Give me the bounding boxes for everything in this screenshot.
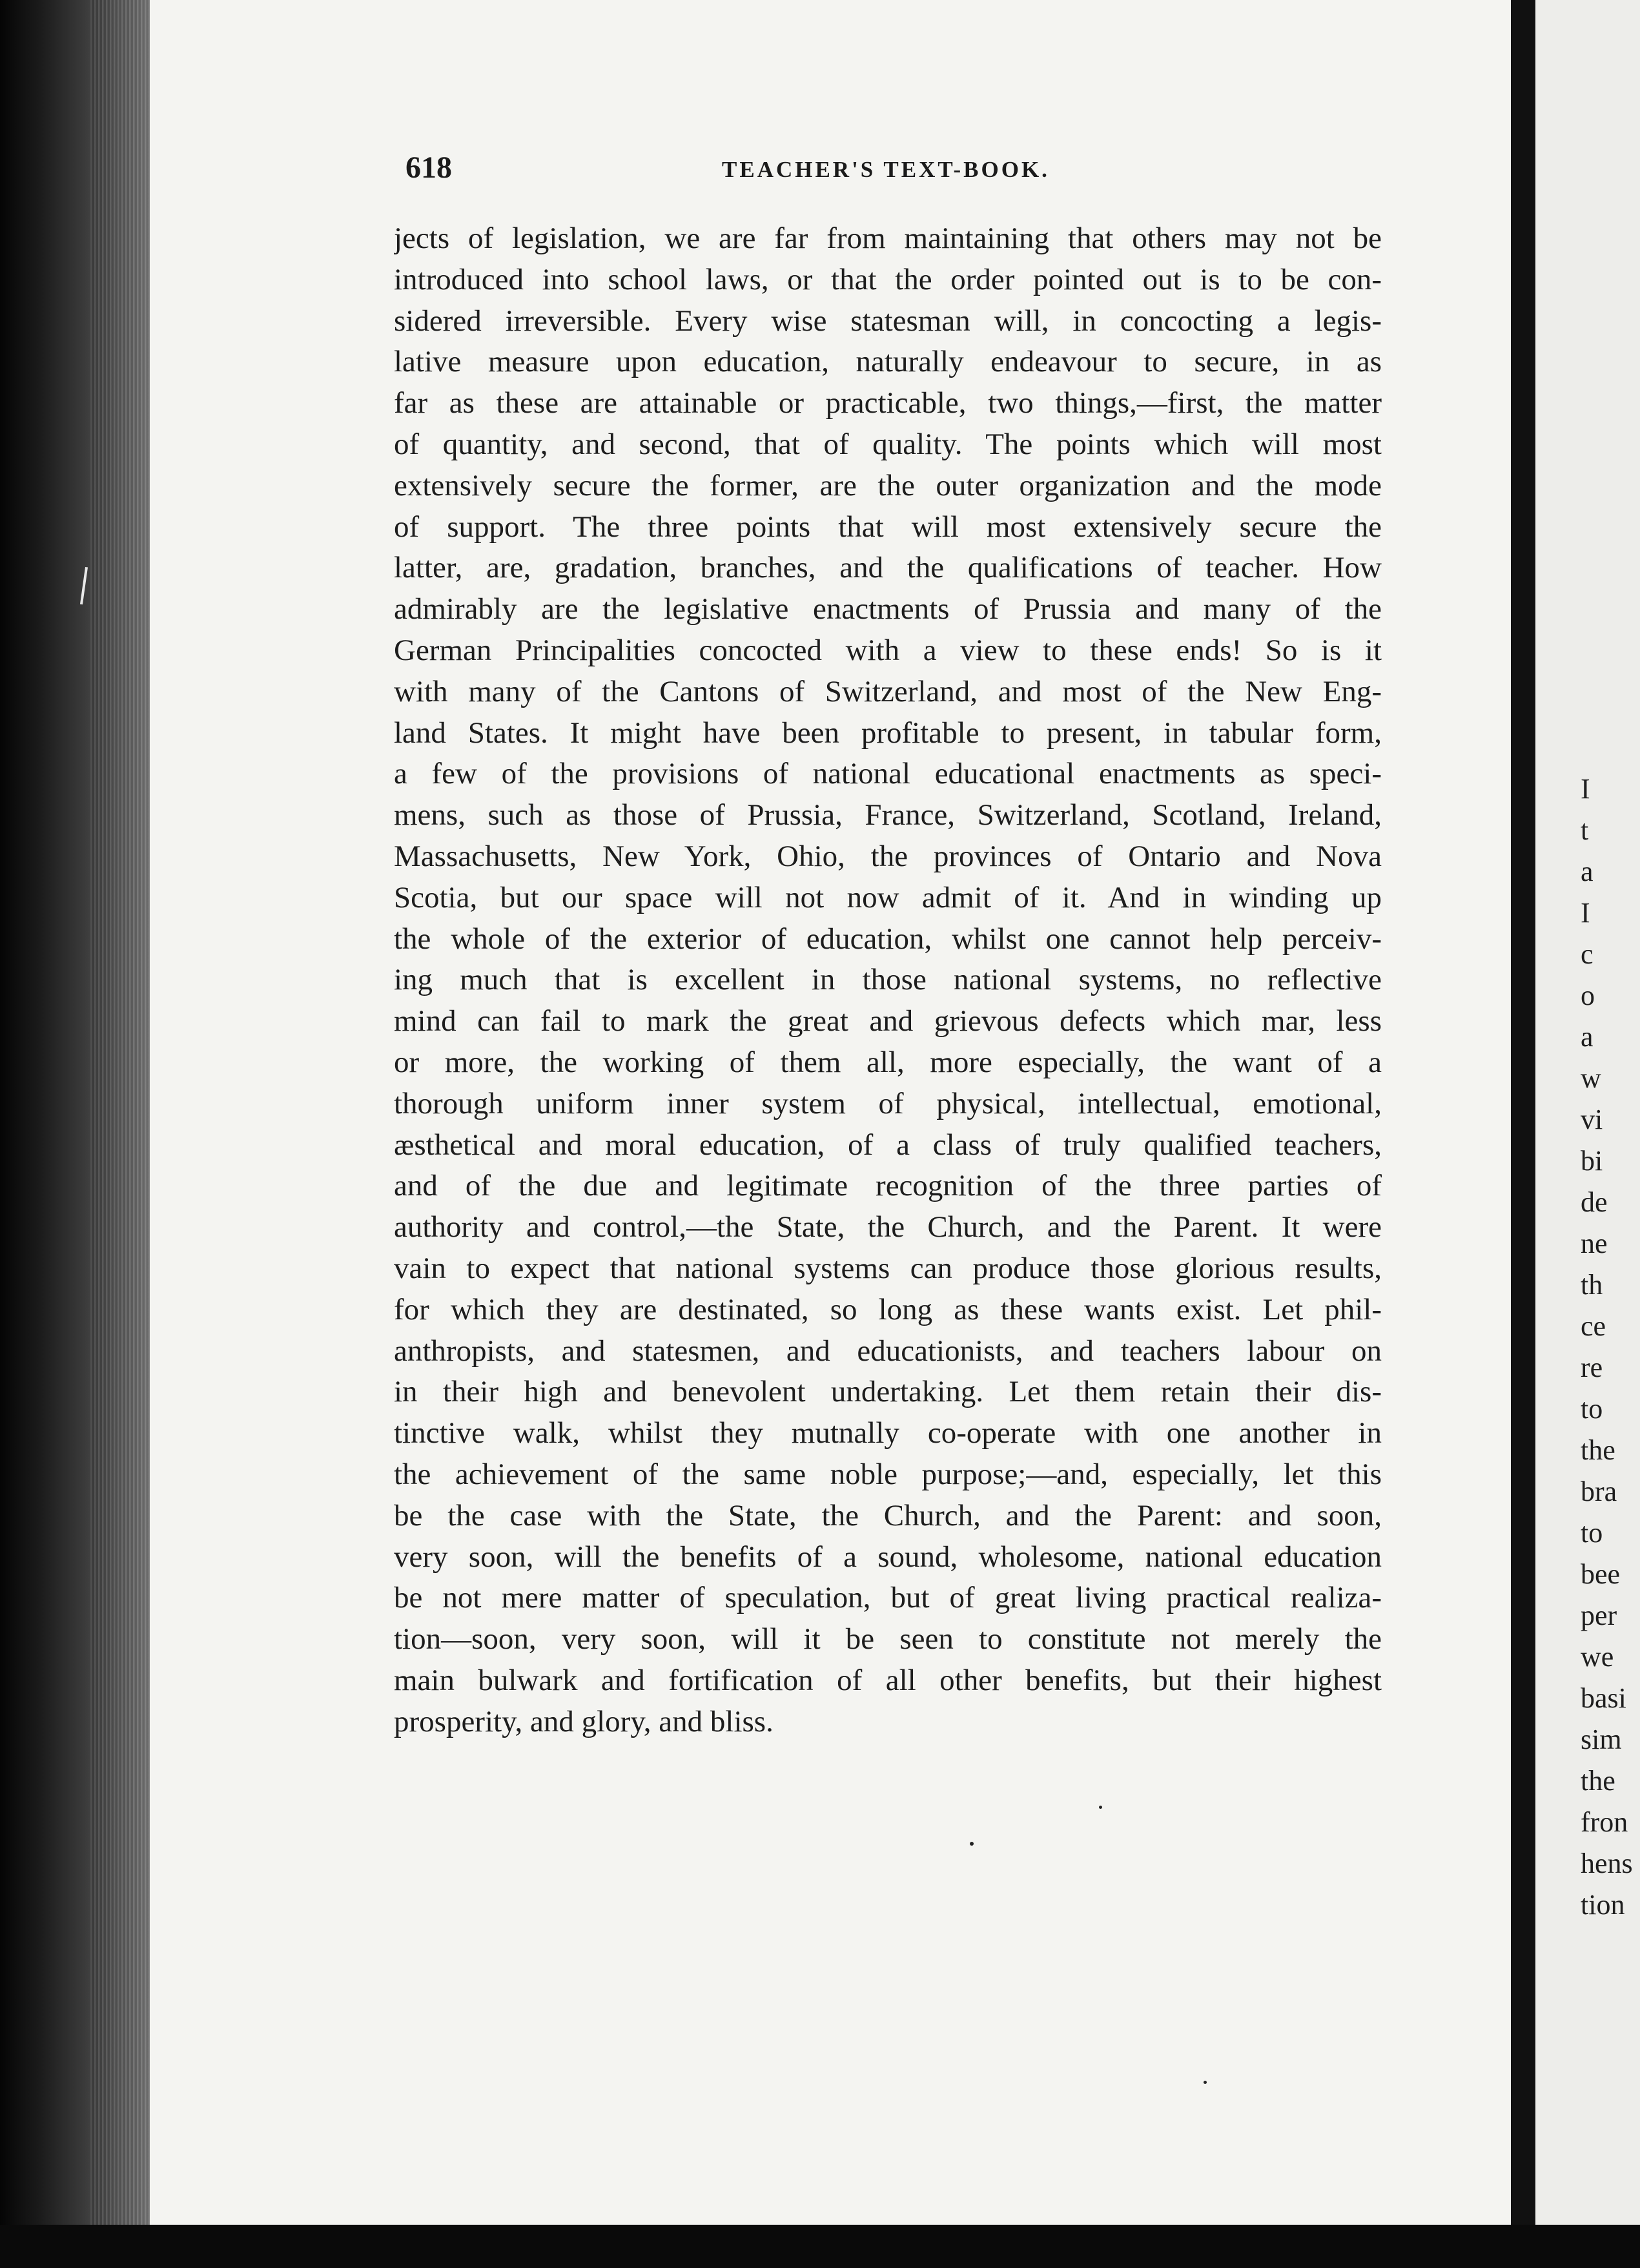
facing-page-fragment: bra xyxy=(1581,1476,1617,1507)
text-line: Scotia, but our space will not now admit of it. And in winding up xyxy=(394,880,1382,914)
text-line: of support. The three points that will most extensively secure the xyxy=(394,510,1382,544)
scan-bottom-edge xyxy=(0,2225,1640,2268)
facing-page-fragment: de xyxy=(1581,1186,1608,1218)
facing-page-fragment: sim xyxy=(1581,1724,1622,1755)
text-line: thorough uniform inner system of physical, intellectual, emotional, xyxy=(394,1086,1382,1120)
text-line: and of the due and legitimate recognition of the three parties of xyxy=(394,1169,1382,1203)
text-line: be not mere matter of speculation, but of great living practical realiza- xyxy=(394,1581,1382,1615)
page-header xyxy=(405,149,1380,194)
text-line: mind can fail to mark the great and grievous defects which mar, less xyxy=(394,1004,1382,1038)
facing-page-fragment: w xyxy=(1581,1062,1601,1094)
text-line: sidered irreversible. Every wise statesman will, in concocting a legis- xyxy=(394,304,1382,338)
facing-page-fragment: a xyxy=(1581,856,1594,887)
text-line: be the case with the State, the Church, and the Parent: and soon, xyxy=(394,1498,1382,1532)
text-line: extensively secure the former, are the outer organization and the mode xyxy=(394,468,1382,502)
facing-page-fragment: re xyxy=(1581,1352,1603,1383)
facing-page-fragment: I xyxy=(1581,897,1590,929)
text-line: in their high and benevolent undertaking. Let them retain their dis- xyxy=(394,1375,1382,1409)
text-line: vain to expect that national systems can produce those glorious results, xyxy=(394,1251,1382,1285)
text-line: German Principalities concocted with a view to these ends! So is it xyxy=(394,633,1382,667)
text-line: the achievement of the same noble purpose;—and, especially, let this xyxy=(394,1457,1382,1491)
running-head: TEACHER'S TEXT-BOOK. xyxy=(722,157,1050,182)
facing-page-fragment: per xyxy=(1581,1600,1617,1631)
facing-page-fragment: bi xyxy=(1581,1145,1603,1177)
facing-page-fragment: the xyxy=(1581,1434,1615,1466)
facing-page-fragment: we xyxy=(1581,1641,1614,1673)
facing-page-fragment: to xyxy=(1581,1393,1603,1425)
text-line: or more, the working of them all, more especially, the want of a xyxy=(394,1045,1382,1079)
page-number: 618 xyxy=(405,150,452,185)
facing-page-fragment: the xyxy=(1581,1765,1615,1797)
text-line: anthropists, and statesmen, and educationists, and teachers labour on xyxy=(394,1334,1382,1368)
facing-page-fragment: c xyxy=(1581,938,1594,970)
facing-page-fragment: th xyxy=(1581,1269,1603,1301)
facing-page-fragment: o xyxy=(1581,980,1595,1011)
facing-page-fragment: vi xyxy=(1581,1104,1603,1135)
text-line: tion—soon, very soon, will it be seen to constitute not merely the xyxy=(394,1622,1382,1656)
facing-page-fragment: I xyxy=(1581,773,1590,805)
facing-page-fragment: fron xyxy=(1581,1806,1628,1838)
body-paragraph xyxy=(394,218,1382,1742)
dust-speck xyxy=(970,1842,974,1846)
facing-page-fragment: bee xyxy=(1581,1558,1621,1590)
text-line: very soon, will the benefits of a sound, wholesome, national education xyxy=(394,1540,1382,1574)
text-line: with many of the Cantons of Switzerland, and most of the New Eng- xyxy=(394,674,1382,708)
facing-page-fragment: tion xyxy=(1581,1889,1625,1921)
text-line: Massachusetts, New York, Ohio, the provinces of Ontario and Nova xyxy=(394,839,1382,873)
text-line: a few of the provisions of national educational enactments as speci- xyxy=(394,757,1382,791)
text-line: far as these are attainable or practicable, two things,—first, the matter xyxy=(394,386,1382,420)
facing-page-fragment: basi xyxy=(1581,1682,1626,1714)
text-line: prosperity, and glory, and bliss. xyxy=(394,1704,774,1738)
text-line: the whole of the exterior of education, whilst one cannot help perceiv- xyxy=(394,922,1382,956)
facing-page-fragment: t xyxy=(1581,814,1589,846)
text-line: for which they are destinated, so long as these wants exist. Let phil- xyxy=(394,1292,1382,1326)
dust-speck xyxy=(1204,2081,1207,2084)
text-line: mens, such as those of Prussia, France, Switzerland, Scotland, Ireland, xyxy=(394,798,1382,832)
facing-page-text-fragments xyxy=(1581,768,1640,1926)
facing-page-fragment: hens xyxy=(1581,1848,1633,1879)
binding-texture xyxy=(90,0,150,2225)
text-line: admirably are the legislative enactments of Prussia and many of the xyxy=(394,592,1382,626)
text-line: of quantity, and second, that of quality. The points which will most xyxy=(394,427,1382,461)
text-line: authority and control,—the State, the Church, and the Parent. It were xyxy=(394,1210,1382,1244)
text-line: main bulwark and fortification of all other benefits, but their highest xyxy=(394,1663,1382,1697)
text-line: tinctive walk, whilst they mutnally co-operate with one another in xyxy=(394,1416,1382,1450)
text-line: latter, are, gradation, branches, and the qualifications of teacher. How xyxy=(394,551,1382,585)
facing-page-fragment: ne xyxy=(1581,1228,1608,1259)
dust-speck xyxy=(1099,1806,1102,1809)
page-gutter xyxy=(1511,0,1535,2225)
text-line: jects of legislation, we are far from maintaining that others may not be xyxy=(394,222,1382,255)
text-line: introduced into school laws, or that the order pointed out is to be con- xyxy=(394,262,1382,296)
text-line: æsthetical and moral education, of a class of truly qualified teachers, xyxy=(394,1128,1382,1162)
facing-page-fragment: a xyxy=(1581,1021,1594,1053)
facing-page-fragment: ce xyxy=(1581,1310,1606,1342)
text-line: lative measure upon education, naturally endeavour to secure, in as xyxy=(394,345,1382,379)
text-line: ing much that is excellent in those national systems, no reflective xyxy=(394,963,1382,997)
text-line: land States. It might have been profitable to present, in tabular form, xyxy=(394,716,1382,750)
facing-page-fragment: to xyxy=(1581,1517,1603,1549)
